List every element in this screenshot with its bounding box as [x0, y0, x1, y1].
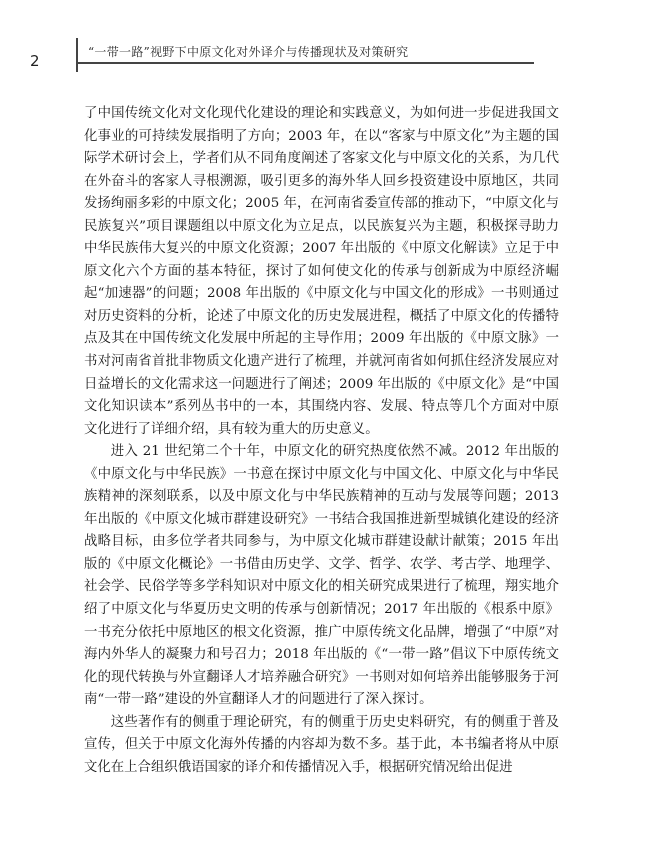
paragraph: 这些著作有的侧重于理论研究，有的侧重于历史史料研究，有的侧重于普及宣传，但关于中原文化海外传播的内容却为数不多。基于此，本书编者将从中原文化在上合组织俄语国家的译介和传播情况入手，根据研究情况给出促进 — [84, 714, 559, 775]
paragraph: 进入 21 世纪第二个十年，中原文化的研究热度依然不减。2012 年出版的《中原文化与中华民族》一书意在探讨中原文化与中国文化、中原文化与中华民族精神的深刻联系，以及中原文化与中华民族精神的互动与发展等问题；2013 年出版的《中原文化城市群建设研究》一书结合我国推进新型城镇化建设的经济战略目标，由多位学者共同参与，为中原文化城市群建设献计献策；2015 年出版的《中原文化概论》一书借由历史学、文学、哲学、农学、考古学、地理学、社会学、民俗学等多学科知识对中原文化的相关研究成果进行了梳理，翔实地介绍了中原文化与华夏历史文明的传承与创新情况；2017 年出版的《根系中原》一书充分依托中原地区的根文化资源，推广中原传统文化品牌，增强了“中原”对海内外华人的凝聚力和号召力；2018 年出版的《“一带一路”倡议下中原传统文化的现代转换与外宣翻译人才培养融合研究》一书则对如何培养出能够服务于河南“一带一路”建设的外宣翻译人才的问题进行了深入探讨。 — [84, 444, 559, 708]
header-vertical-rule — [76, 38, 78, 72]
body-text — [84, 103, 559, 779]
page-number: 2 — [30, 52, 40, 70]
running-title: “一带一路”视野下中原文化对外译介与传播现状及对策研究 — [88, 45, 409, 59]
header-horizontal-rule — [76, 62, 534, 64]
paragraph-continued: 了中国传统文化对文化现代化建设的理论和实践意义，为如何进一步促进我国文化事业的可持续发展指明了方向；2003 年，在以“客家与中原文化”为主题的国际学术研讨会上，学者们从不同角度阐述了客家文化与中原文化的关系，为几代在外奋斗的客家人寻根溯源，吸引更多的海外华人回乡投资建设中原地区，共同发扬绚丽多彩的中原文化；2005 年，在河南省委宣传部的推动下，“中原文化与民族复兴”项目课题组以中原文化为立足点，以民族复兴为主题，积极探寻助力中华民族伟大复兴的中原文化资源；2007 年出版的《中原文化解读》立足于中原文化六个方面的基本特征，探讨了如何使文化的传承与创新成为中原经济崛起“加速器”的问题；2008 年出版的《中原文化与中国文化的形成》一书则通过对历史资料的分析，论述了中原文化的历史发展进程，概括了中原文化的传播特点及其在中国传统文化发展中所起的主导作用；2009 年出版的《中原文脉》一书对河南省首批非物质文化遗产进行了梳理，并就河南省如何抓住经济发展应对日益增长的文化需求这一问题进行了阐述；2009 年出版的《中原文化》是“中国文化知识读本”系列丛书中的一本，其围绕内容、发展、特点等几个方面对中原文化进行了详细介绍，具有较为重大的历史意义。 — [84, 106, 559, 437]
page-header — [26, 26, 624, 72]
